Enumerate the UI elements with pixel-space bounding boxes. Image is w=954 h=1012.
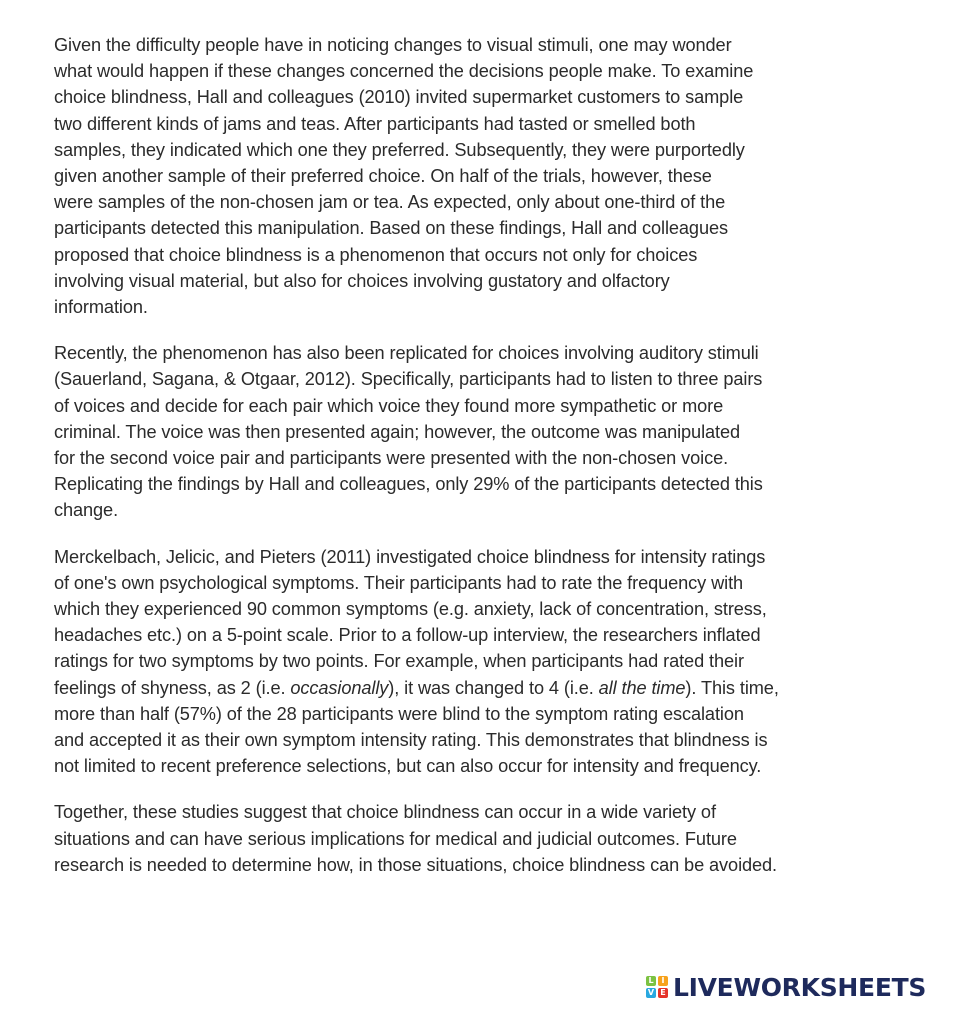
paragraph-2 <box>54 340 904 523</box>
text-line: given another sample of their preferred choice. On half of the trials, however, these <box>54 166 712 187</box>
text-line: more than half (57%) of the 28 participants were blind to the symptom rating escalation <box>54 703 744 724</box>
text-line: headaches etc.) on a 5-point scale. Prior to a follow-up interview, the researchers inflated <box>54 625 761 646</box>
logo-letter: I <box>658 976 668 986</box>
paragraph-3 <box>54 544 904 780</box>
liveworksheets-brand[interactable] <box>646 972 926 1002</box>
paragraph-4 <box>54 799 904 878</box>
text-line: were samples of the non-chosen jam or tea. As expected, only about one-third of the <box>54 192 726 213</box>
text-line-with-italics <box>54 675 904 701</box>
text-line: ratings for two symptoms by two points. For example, when participants had rated their <box>54 651 744 672</box>
text-run: ). This time, <box>685 677 779 698</box>
text-line: (Sauerland, Sagana, & Otgaar, 2012). Specifically, participants had to listen to three pairs <box>54 369 763 390</box>
paragraph-1 <box>54 32 904 320</box>
text-line: samples, they indicated which one they preferred. Subsequently, they were purportedly <box>54 139 745 160</box>
text-line: not limited to recent preference selections, but can also occur for intensity and frequency. <box>54 756 762 777</box>
text-line: criminal. The voice was then presented again; however, the outcome was manipulated <box>54 421 741 442</box>
text-line: which they experienced 90 common symptoms (e.g. anxiety, lack of concentration, stress, <box>54 599 767 620</box>
text-line: proposed that choice blindness is a phenomenon that occurs not only for choices <box>54 244 698 265</box>
text-line: two different kinds of jams and teas. After participants had tasted or smelled both <box>54 113 696 134</box>
logo-letter: E <box>658 988 668 998</box>
brand-wordmark: LIVEWORKSHEETS <box>673 972 927 1002</box>
text-line: Recently, the phenomenon has also been replicated for choices involving auditory stimuli <box>54 343 759 364</box>
text-run: feelings of shyness, as 2 (i.e. <box>54 677 291 698</box>
text-line: Together, these studies suggest that choice blindness can occur in a wide variety of <box>54 802 716 823</box>
logo-letter: V <box>647 988 655 997</box>
text-line: Replicating the findings by Hall and colleagues, only 29% of the participants detected this <box>54 474 763 495</box>
italic-term-occasionally: occasionally <box>290 677 389 698</box>
text-line: Merckelbach, Jelicic, and Pieters (2011) investigated choice blindness for intensity ratings <box>54 546 766 567</box>
text-line: and accepted it as their own symptom intensity rating. This demonstrates that blindness is <box>54 730 768 751</box>
text-line: for the second voice pair and participants were presented with the non-chosen voice. <box>54 448 729 469</box>
text-line: Given the difficulty people have in noticing changes to visual stimuli, one may wonder <box>54 35 732 55</box>
text-line: situations and can have serious implications for medical and judicial outcomes. Future <box>54 828 737 849</box>
text-line: participants detected this manipulation. Based on these findings, Hall and colleagues <box>54 218 728 239</box>
text-line: research is needed to determine how, in those situations, choice blindness can be avoided. <box>54 854 778 875</box>
text-line: of voices and decide for each pair which voice they found more sympathetic or more <box>54 395 724 416</box>
text-line: of one's own psychological symptoms. Their participants had to rate the frequency with <box>54 572 744 593</box>
text-line: choice blindness, Hall and colleagues (2010) invited supermarket customers to sample <box>54 87 744 108</box>
liveworksheets-logo-icon <box>646 976 668 998</box>
italic-term-all-the-time: all the time <box>598 677 686 698</box>
text-run: ), it was changed to 4 (i.e. <box>388 677 599 698</box>
text-line: involving visual material, but also for choices involving gustatory and olfactory <box>54 270 670 291</box>
text-line: information. <box>54 297 148 318</box>
logo-letter: L <box>646 976 656 986</box>
text-line: what would happen if these changes concerned the decisions people make. To examine <box>54 61 754 82</box>
document-body <box>54 32 904 898</box>
text-line: change. <box>54 500 119 521</box>
